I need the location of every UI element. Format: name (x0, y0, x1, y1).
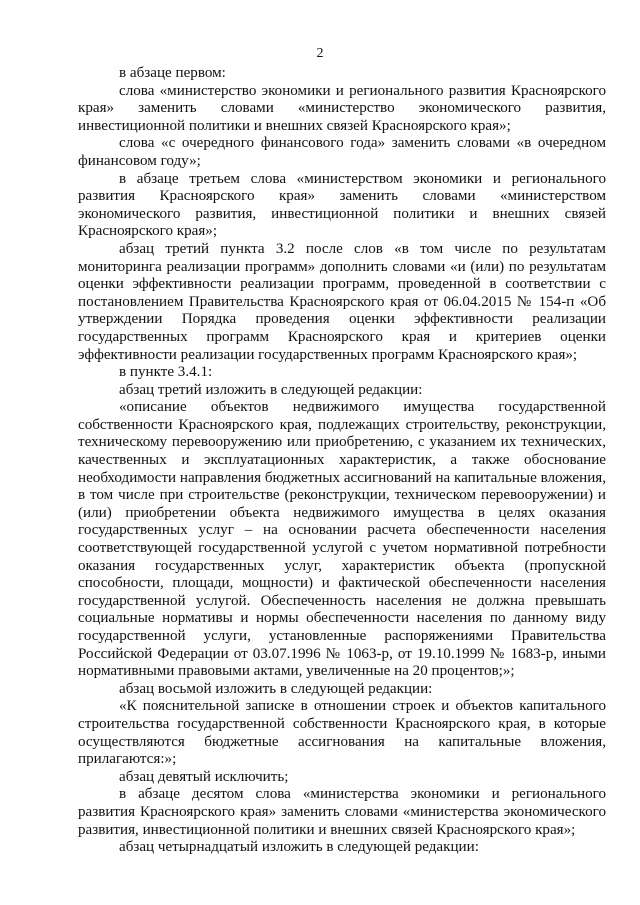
paragraph-quoted-property-description: «описание объектов недвижимого имущества государственной собственности Красноярского края, подлежащих строительству, реконструкции, техническому перевооружению или приобретению, с указанием их технических, качественных и эксплуатационных характеристик, а также обоснование необходимости направления бюджетных ассигнований на капитальные вложения, в том числе при строительстве (реконструкции, техническом перевооружении) и (или) приобретении объекта недвижимого имущества в целях оказания государственных услуг – на основании расчета обеспеченности населения соответствующей государственной услугой с учетом нормативной потребности оказания государственных услуг, характеристик объекта (пропускной способности, площади, мощности) и фактической обеспеченности населения государственной услугой. Обеспеченность населения не должна превышать социальные нормативы и нормы обеспеченности населения по данному виду государственной услуги, установленные распоряжениями Правительства Российской Федерации от 03.07.1996 № 1063-р, от 19.10.1999 № 1683-р, иными нормативными правовыми актами, увеличенные на 20 процентов;»; (78, 399, 606, 680)
paragraph-clause-3-4-1: в пункте 3.4.1: (119, 364, 213, 381)
paragraph-tenth-subparagraph-ministry: в абзаце десятом слова «министерства экономики и регионального развития Красноярского края» заменить словами «министерства экономического развития, инвестиционной политики и внешних связей Красноярского края»; (78, 786, 606, 838)
paragraph-fourteenth-subparagraph-new-wording: абзац четырнадцатый изложить в следующей редакции: (119, 839, 479, 856)
page-number: 2 (316, 46, 324, 61)
paragraph-eighth-subparagraph-new-wording: абзац восьмой изложить в следующей редакции: (119, 680, 433, 697)
paragraph-quoted-explanatory-note: «К пояснительной записке в отношении строек и объектов капитального строительства государственной собственности Красноярского края, в которые осуществляются бюджетные ассигнования на капитальные вложения, прилагаются:»; (78, 698, 606, 768)
paragraph-replace-fiscal-year-words: слова «с очередного финансового года» заменить словами «в очередном финансовом году»; (78, 135, 606, 169)
paragraph-clause-3-2-addition: абзац третий пункта 3.2 после слов «в том числе по результатам мониторинга реализации программ» дополнить словами «и (или) по результатам оценки эффективности реализации программ, проведенной в соответствии с постановлением Правительства Красноярского края от 06.04.2015 № 154-п «Об утверждении Порядка проведения оценки эффективности реализации государственных программ Красноярского края и критериев оценки эффективности реализации государственных программ Красноярского края»; (78, 240, 606, 363)
paragraph-ninth-subparagraph-excluded: абзац девятый исключить; (119, 768, 289, 785)
paragraph-third-subparagraph-ministry: в абзаце третьем слова «министерством экономики и регионального развития Красноярского края» заменить словами «министерством экономического развития, инвестиционной политики и внешних связей Красноярского края»; (78, 170, 606, 240)
document-body (78, 65, 606, 857)
paragraph-in-first-subparagraph: в абзаце первом: (119, 65, 226, 81)
paragraph-third-subparagraph-new-wording: абзац третий изложить в следующей редакции: (119, 381, 423, 398)
paragraph-replace-ministry-words: слова «министерство экономики и регионального развития Красноярского края» заменить словами «министерство экономического развития, инвестиционной политики и внешних связей Красноярского края»; (78, 82, 606, 134)
